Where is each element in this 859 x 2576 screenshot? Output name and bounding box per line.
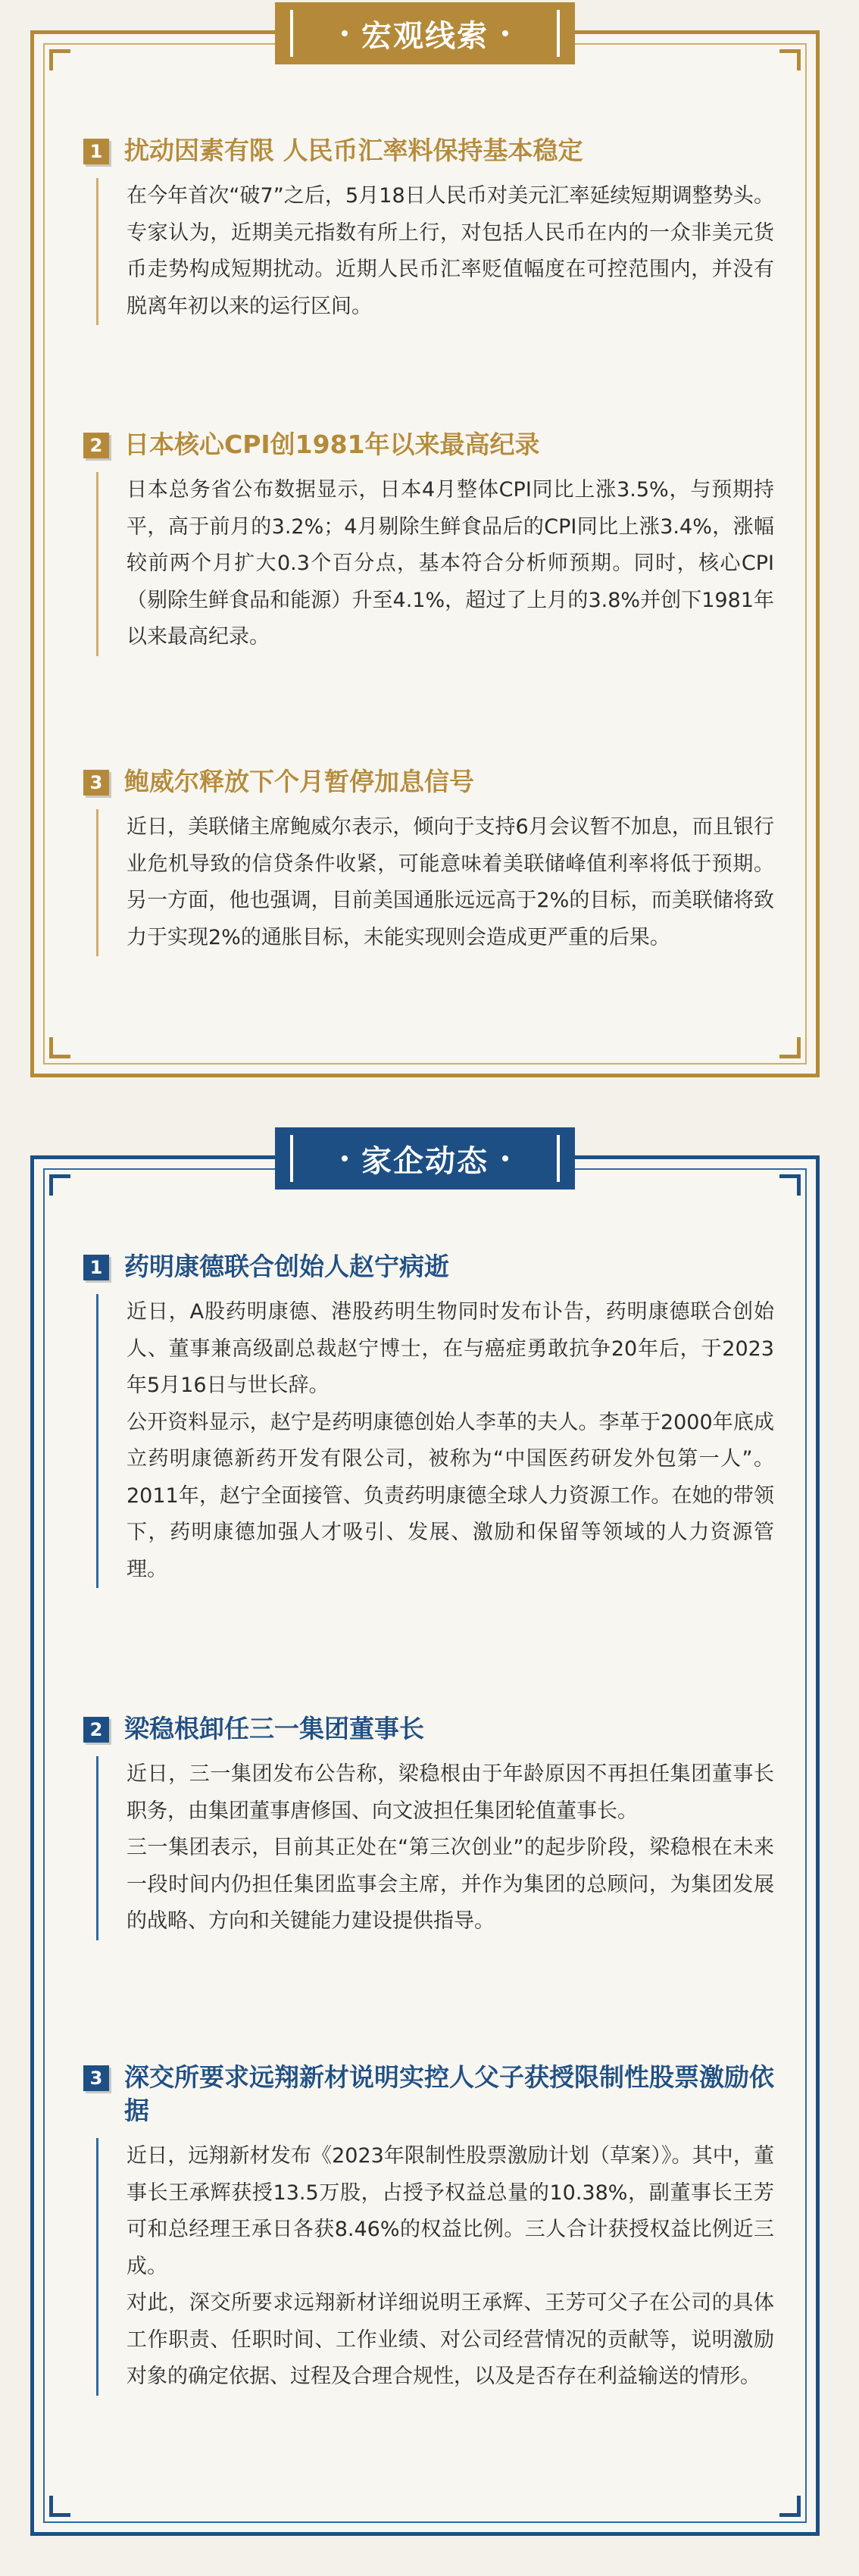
item-body [96, 1756, 774, 1940]
macro-header-label: 宏观线索 [361, 18, 489, 54]
item-paragraph: 近日，三一集团发布公告称，梁稳根由于年龄原因不再担任集团董事长职务，由集团董事唐修国、向文波担任集团轮值董事长。 [127, 1762, 774, 1823]
item-title: 鲍威尔释放下个月暂停加息信号 [124, 767, 474, 796]
dot-icon [342, 1155, 348, 1161]
item-title: 梁稳根卸任三一集团董事长 [124, 1714, 424, 1743]
header-tick-mark [557, 10, 560, 57]
item-heading [83, 1712, 774, 1746]
item-heading [83, 2061, 774, 2127]
item-paragraph: 对此，深交所要求远翔新材详细说明王承辉、王芳可父子在公司的具体工作职责、任职时间、工作业绩、对公司经营情况的贡献等，说明激励对象的确定依据、过程及合理合规性，以及是否存在利益输送的情形。 [127, 2291, 774, 2388]
corner-ornament [49, 2491, 75, 2517]
dot-icon [342, 30, 348, 36]
item-title: 扰动因素有限 人民币汇率料保持基本稳定 [124, 136, 583, 165]
item-paragraph: 日本总务省公布数据显示，日本4月整体CPI同比上涨3.5%，与预期持平，高于前月的3.2%；4月剔除生鲜食品后的CPI同比上涨3.4%，涨幅较前两个月扩大0.3个百分点，基本符合分析师预期。同时，核心CPI（剔除生鲜食品和能源）升至4.1%，超过了上月的3.8%并创下1981年以来最高纪录。 [127, 478, 774, 649]
enterprise-header-label: 家企动态 [361, 1143, 489, 1179]
item-number-badge: 1 [83, 139, 109, 164]
corner-ornament [49, 49, 75, 75]
item-number-badge: 3 [83, 2065, 109, 2091]
item-title: 日本核心CPI创1981年以来最高纪录 [124, 430, 540, 459]
item-heading [83, 428, 774, 461]
header-tick-mark [557, 1135, 560, 1182]
item-title: 药明康德联合创始人赵宁病逝 [124, 1252, 449, 1281]
item-body [96, 2138, 774, 2396]
item-title: 深交所要求远翔新材说明实控人父子获授限制性股票激励依据 [124, 2062, 774, 2125]
item-body [96, 1294, 774, 1588]
macro-item-1 [83, 134, 774, 325]
corner-ornament [775, 1033, 801, 1058]
enterprise-item-2 [83, 1712, 774, 1940]
enterprise-header [275, 1127, 575, 1190]
item-body [96, 472, 774, 656]
dot-icon [502, 30, 508, 36]
item-number-badge: 2 [83, 433, 109, 458]
item-number-badge: 3 [83, 770, 109, 796]
enterprise-item-1 [83, 1250, 774, 1588]
item-paragraph: 近日，远翔新材发布《2023年限制性股票激励计划（草案）》。其中，董事长王承辉获授13.5万股，占授予权益总量的10.38%，副董事长王芳可和总经理王承日各获8.46%的权益比例。三人合计获授权益比例近三成。 [127, 2144, 774, 2278]
item-paragraph: 近日，美联储主席鲍威尔表示，倾向于支持6月会议暂不加息，而且银行业危机导致的信贷条件收紧，可能意味着美联储峰值利率将低于预期。另一方面，他也强调，目前美国通胀远远高于2%的目标，而美联储将致力于实现2%的通胀目标，未能实现则会造成更严重的后果。 [127, 815, 774, 949]
enterprise-item-3 [83, 2061, 774, 2396]
item-body [96, 178, 774, 325]
item-paragraph: 三一集团表示，目前其正处在“第三次创业”的起步阶段，梁稳根在未来一段时间内仍担任集团监事会主席，并作为集团的总顾问，为集团发展的战略、方向和关键能力建设提供指导。 [127, 1836, 774, 1933]
corner-ornament [775, 2491, 801, 2517]
macro-item-2 [83, 428, 774, 656]
item-number-badge: 1 [83, 1255, 109, 1280]
item-number-badge: 2 [83, 1717, 109, 1743]
item-heading [83, 134, 774, 167]
header-tick-mark [290, 10, 293, 57]
item-paragraph: 在今年首次“破7”之后，5月18日人民币对美元汇率延续短期调整势头。专家认为，近期美元指数有所上行，对包括人民币在内的一众非美元货币走势构成短期扰动。近期人民币汇率贬值幅度在可控范围内，并没有脱离年初以来的运行区间。 [127, 184, 774, 318]
dot-icon [502, 1155, 508, 1161]
item-paragraph: 公开资料显示，赵宁是药明康德创始人李革的夫人。李革于2000年底成立药明康德新药开发有限公司，被称为“中国医药研发外包第一人”。2011年，赵宁全面接管、负责药明康德全球人力资源工作。在她的带领下，药明康德加强人才吸引、发展、激励和保留等领域的人力资源管理。 [127, 1410, 774, 1581]
macro-item-3 [83, 765, 774, 956]
corner-ornament [49, 1174, 75, 1200]
macro-header [275, 2, 575, 64]
item-heading [83, 765, 774, 799]
corner-ornament [49, 1033, 75, 1058]
enterprise-panel [30, 1143, 820, 2536]
macro-panel [30, 18, 820, 1077]
item-paragraph: 近日，A股药明康德、港股药明生物同时发布讣告，药明康德联合创始人、董事兼高级副总裁赵宁博士，在与癌症勇敢抗争20年后，于2023年5月16日与世长辞。 [127, 1300, 774, 1397]
item-heading [83, 1250, 774, 1283]
item-body [96, 809, 774, 956]
corner-ornament [775, 49, 801, 75]
header-tick-mark [290, 1135, 293, 1182]
corner-ornament [775, 1174, 801, 1200]
